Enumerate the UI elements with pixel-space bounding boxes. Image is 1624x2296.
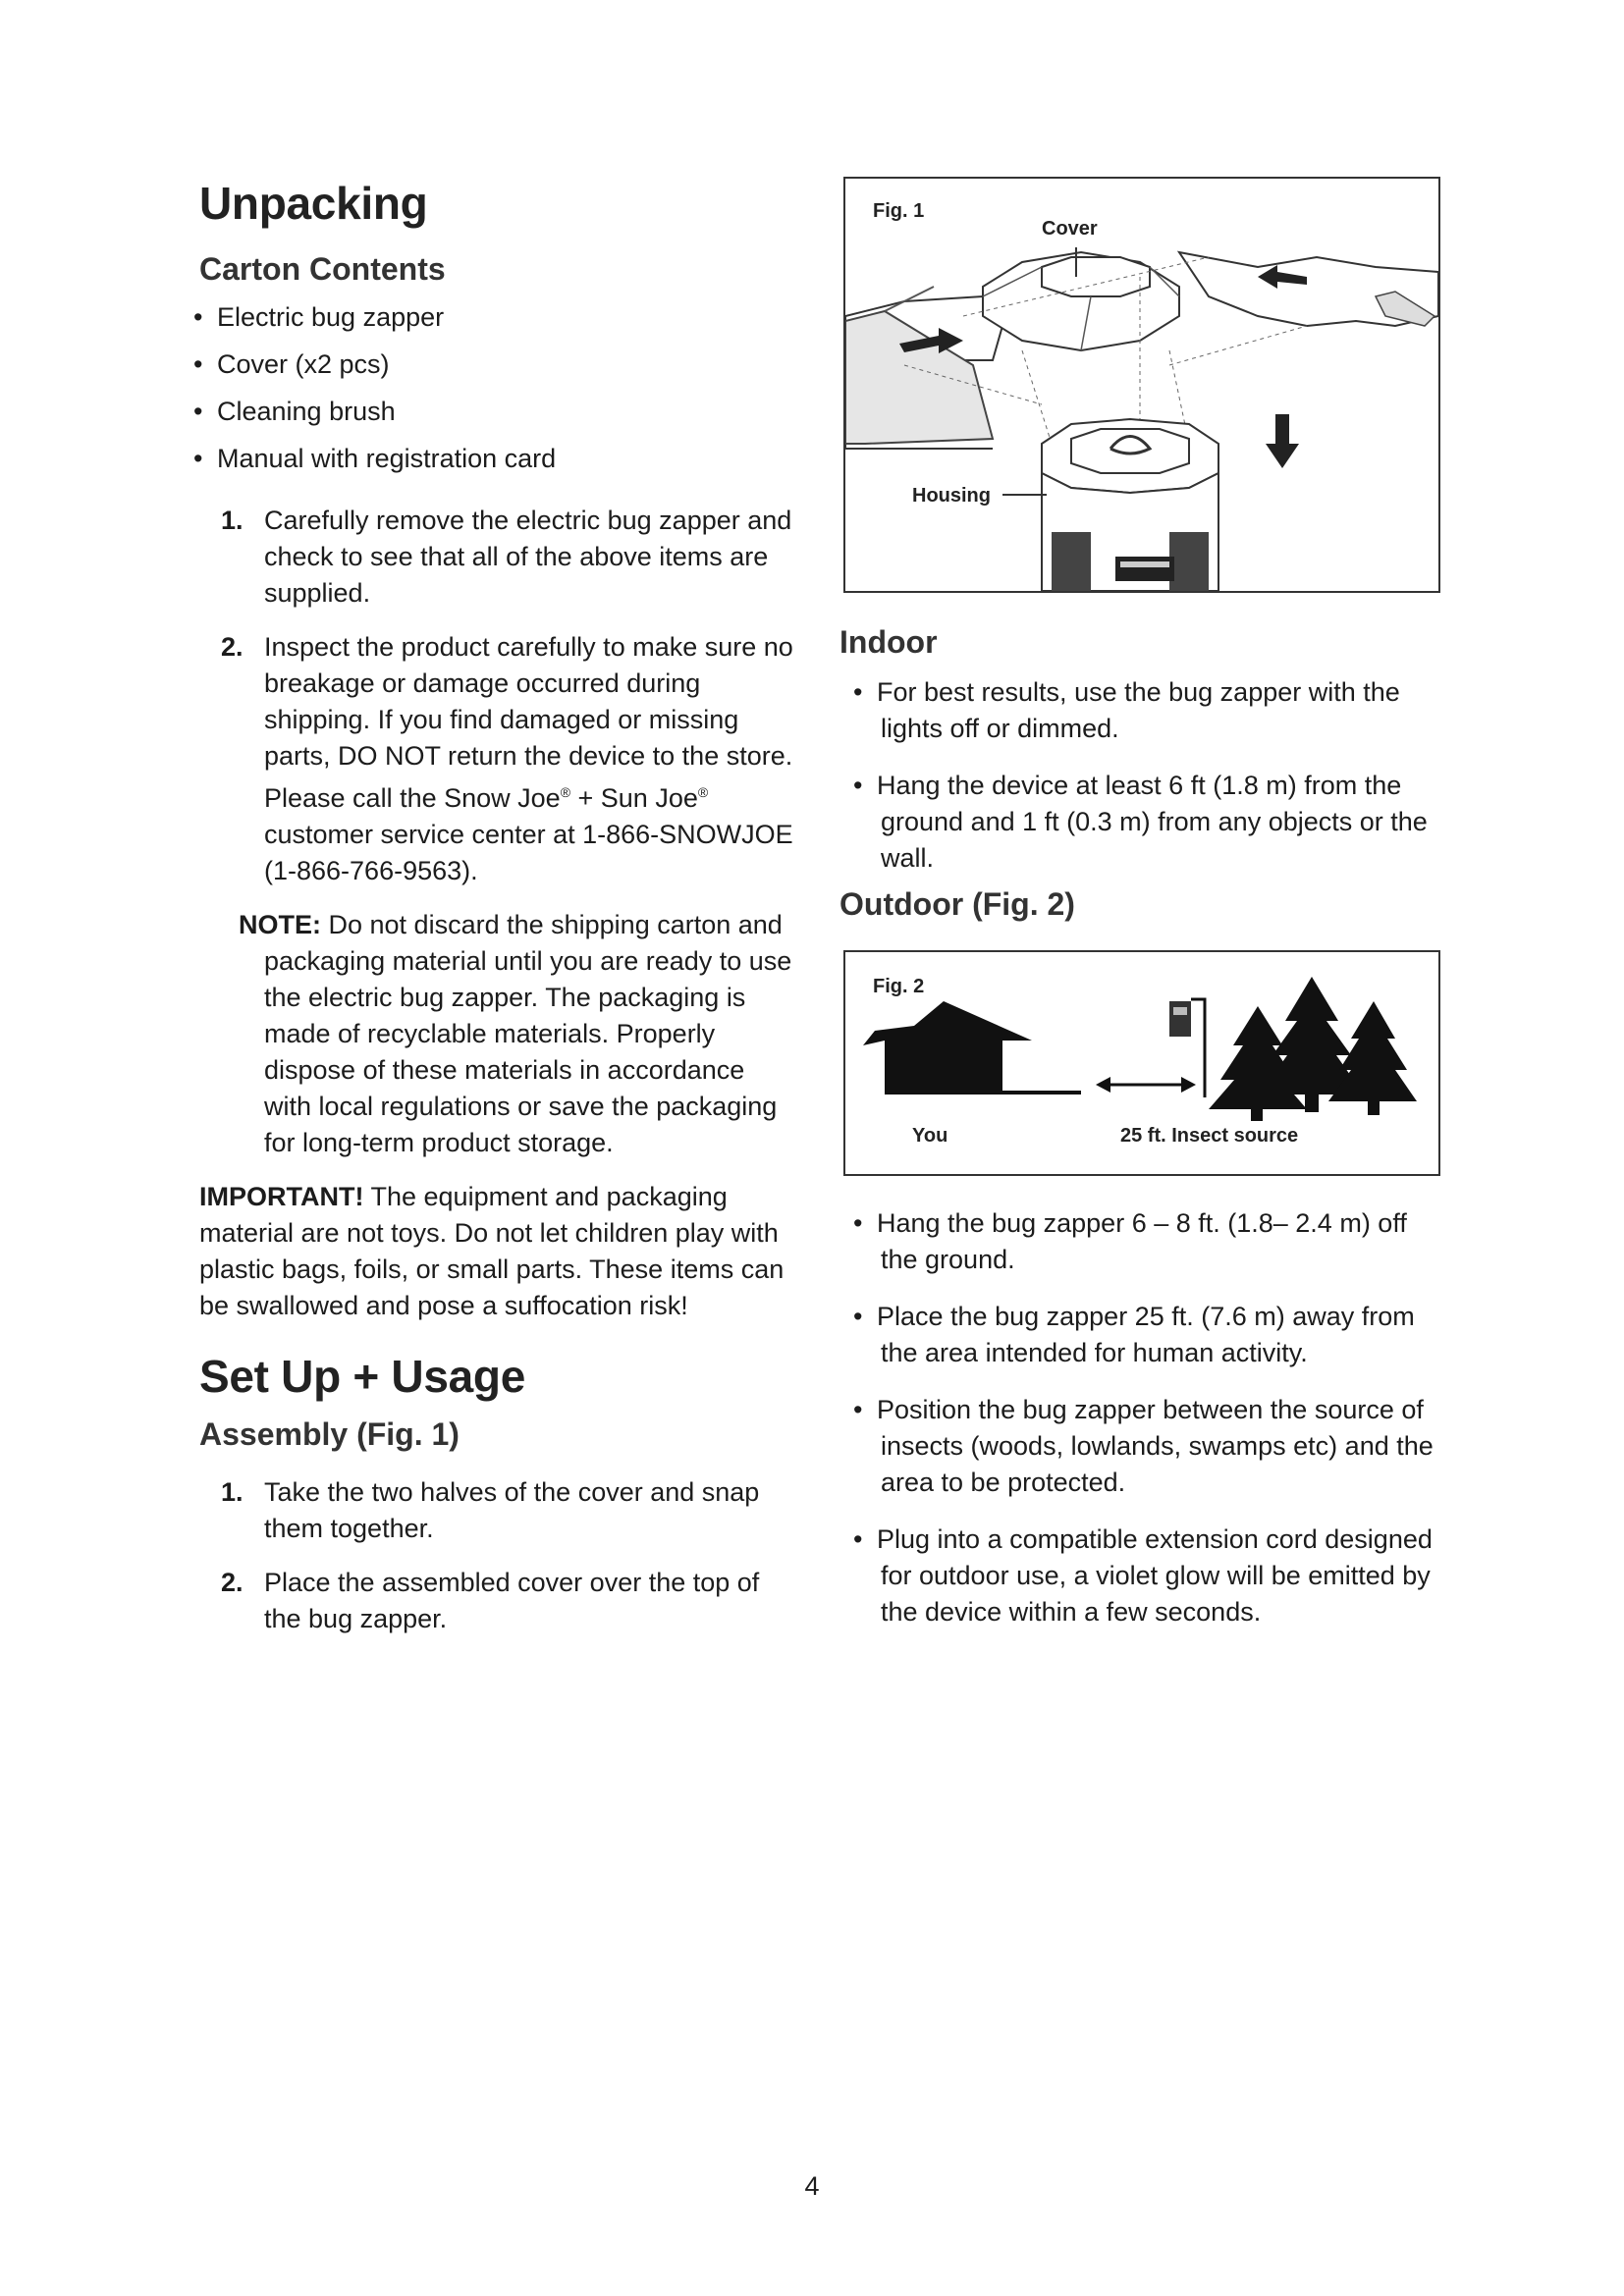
list-item: • Place the bug zapper 25 ft. (7.6 m) away from the area intended for human activity. — [853, 1302, 1415, 1367]
list-item: • Position the bug zapper between the source of insects (woods, lowlands, swamps etc) and the area to be protected. — [853, 1395, 1434, 1497]
list-item: • Hang the device at least 6 ft (1.8 m) from the ground and 1 ft (0.3 m) from any objects or the wall. — [853, 771, 1428, 873]
carton-contents-list — [180, 299, 798, 477]
left-column — [193, 177, 798, 1655]
cover-label: Cover — [1042, 218, 1098, 240]
list-item: • Plug into a compatible extension cord designed for outdoor use, a violet glow will be emitted by the device within a few seconds. — [853, 1524, 1433, 1627]
indoor-list — [839, 674, 1438, 877]
trees-icon — [1209, 977, 1417, 1121]
step-item: 2. Inspect the product carefully to make sure no breakage or damage occurred during shipping. If you find damaged or missing parts, DO NOT return the device to the store. Please call the Snow Joe® + Sun Joe® customer service center at 1-866-SNOWJOE (1-866-766-9563). — [221, 632, 793, 885]
distance-label: 25 ft. Insect source — [1120, 1125, 1299, 1147]
setup-heading: Set Up + Usage — [199, 1351, 525, 1402]
bug-zapper-assembly-illustration — [845, 179, 1438, 591]
assembly-steps — [199, 1474, 798, 1637]
unpacking-heading: Unpacking — [199, 178, 428, 229]
list-item: • Electric bug zapper — [193, 302, 445, 332]
unpacking-steps — [199, 503, 798, 889]
bug-zapper-icon — [1169, 1001, 1191, 1037]
you-label: You — [912, 1125, 948, 1147]
outdoor-list — [839, 1205, 1438, 1630]
list-item: • Manual with registration card — [193, 444, 557, 473]
list-item: • For best results, use the bug zapper with the lights off or dimmed. — [853, 677, 1400, 743]
list-item: • Cleaning brush — [193, 397, 396, 426]
outdoor-heading: Outdoor (Fig. 2) — [839, 886, 1075, 922]
assembly-heading: Assembly (Fig. 1) — [199, 1416, 460, 1452]
house-icon — [863, 1001, 1032, 1095]
important-paragraph: IMPORTANT! The equipment and packaging material are not toys. Do not let children play with plastic bags, foils, or small parts. These items can be swallowed and pose a suffocation risk! — [199, 1182, 785, 1320]
step-item: 1. Carefully remove the electric bug zapper and check to see that all of the above items are supplied. — [221, 506, 792, 608]
indoor-heading: Indoor — [839, 624, 938, 660]
figure-2 — [843, 950, 1440, 1176]
figure-1 — [843, 177, 1440, 593]
figure-2-label: Fig. 2 — [873, 976, 925, 997]
list-item: • Cover (x2 pcs) — [193, 349, 390, 379]
page-number: 4 — [804, 2171, 820, 2201]
housing-label: Housing — [912, 485, 991, 507]
carton-contents-heading: Carton Contents — [199, 251, 446, 287]
step-item: 1. Take the two halves of the cover and snap them together. — [221, 1477, 760, 1543]
note-paragraph: NOTE: Do not discard the shipping carton and packaging material until you are ready to use the electric bug zapper. The packaging is made of recyclable materials. Properly dispose of these materials in accordance with local regulations or save the packaging for long-term product storage. — [239, 910, 792, 1157]
step-item: 2. Place the assembled cover over the top of the bug zapper. — [221, 1568, 760, 1633]
list-item: • Hang the bug zapper 6 – 8 ft. (1.8– 2.4 m) off the ground. — [853, 1208, 1407, 1274]
figure-1-label: Fig. 1 — [873, 200, 925, 222]
right-column — [839, 177, 1438, 1651]
